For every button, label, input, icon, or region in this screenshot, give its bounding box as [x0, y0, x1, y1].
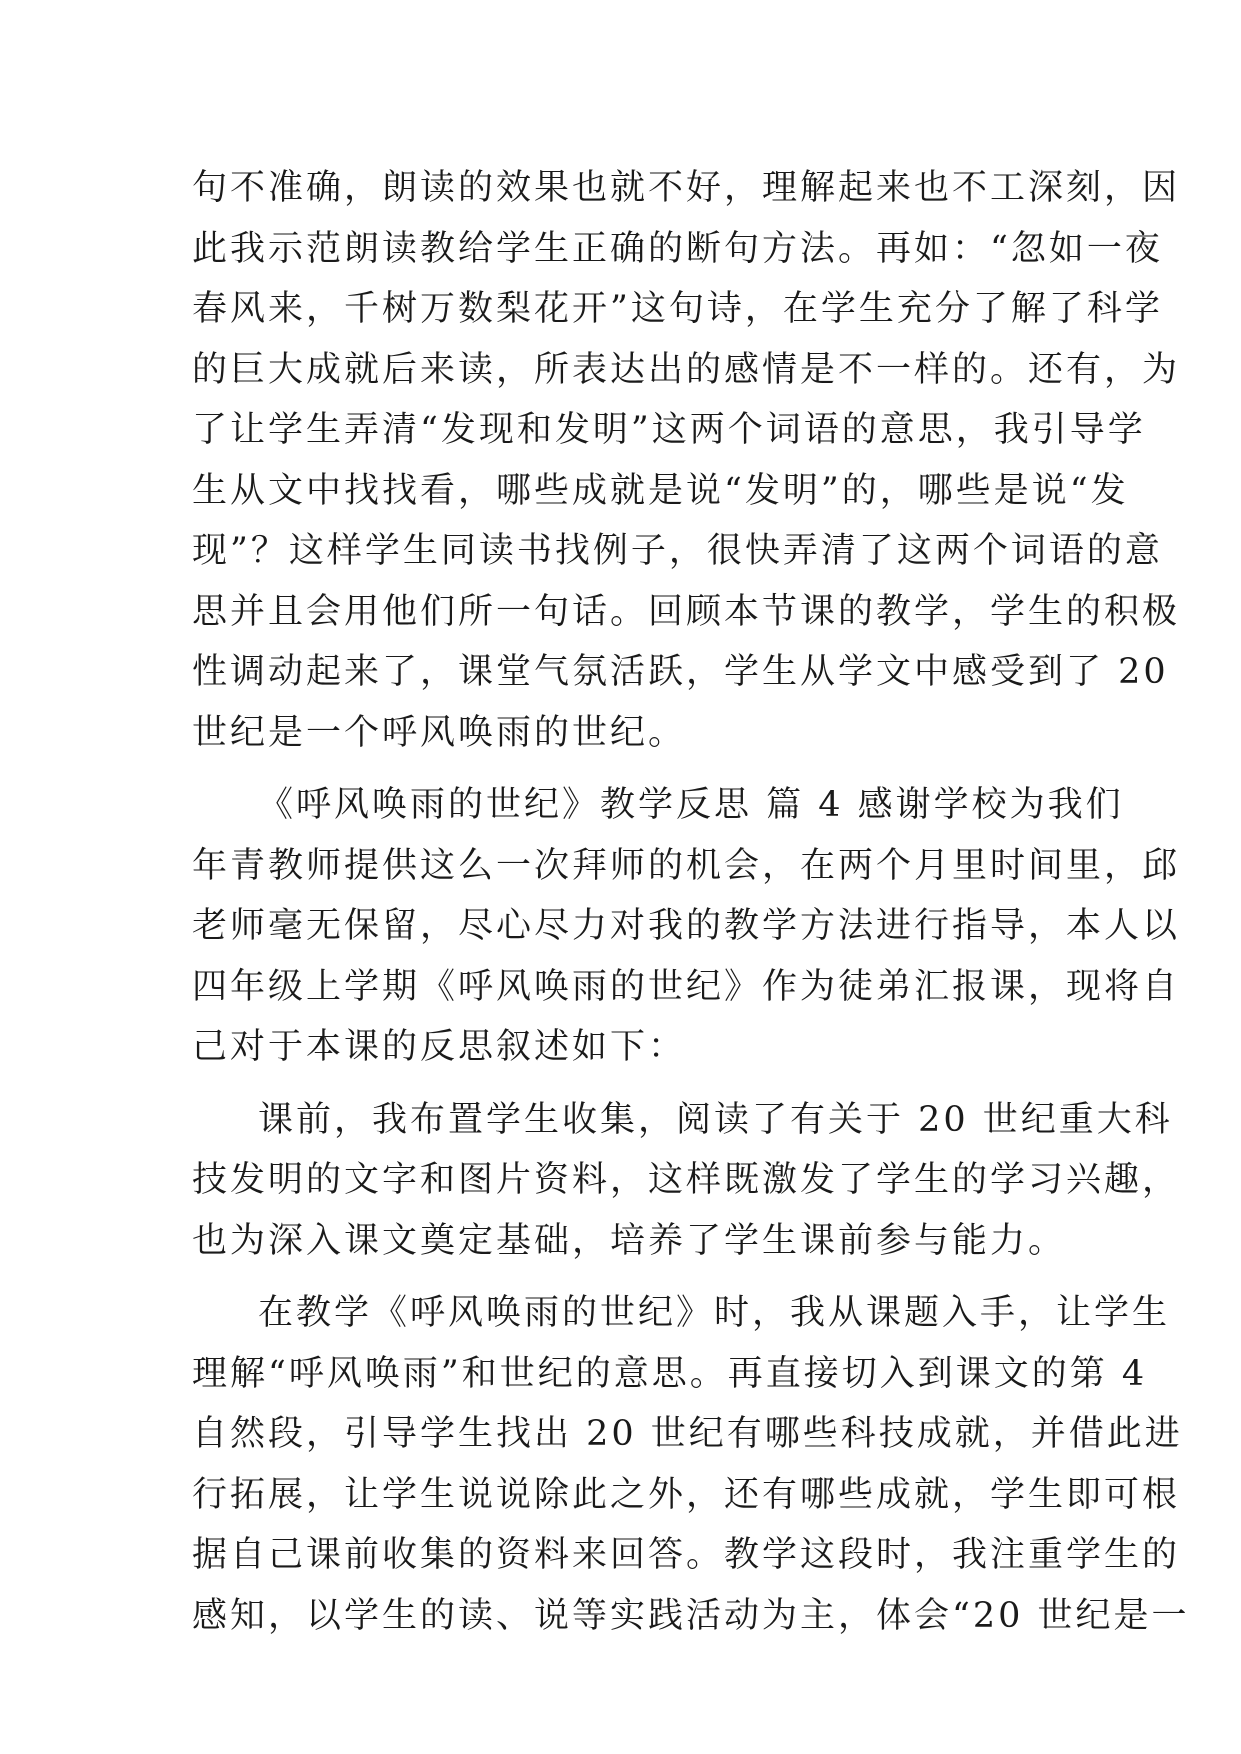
text-line: 技发明的文字和图片资料，这样既激发了学生的学习兴趣， — [192, 1160, 1181, 1200]
text-line: 了让学生弄清“发现和发明”这两个词语的意思，我引导学 — [192, 410, 1146, 450]
document-body — [192, 158, 1190, 1646]
text-line: 《呼风唤雨的世纪》教学反思 篇 4 感谢学校为我们 — [258, 785, 1124, 825]
text-line: 年青教师提供这么一次拜师的机会，在两个月里时间里，邱 — [192, 845, 1181, 886]
text-line: 也为深入课文奠定基础，培养了学生课前参与能力。 — [192, 1220, 1067, 1261]
text-line: 句不准确，朗读的效果也就不好，理解起来也不工深刻，因 — [192, 168, 1181, 208]
text-line: 此我示范朗读教给学生正确的断句方法。再如：“忽如一夜 — [192, 228, 1163, 269]
paragraph-4 — [192, 1283, 1190, 1646]
text-line: 理解“呼风唤雨”和世纪的意思。再直接切入到课文的第 4 — [192, 1353, 1148, 1394]
paragraph-2 — [192, 775, 1181, 1078]
text-line: 课前，我布置学生收集，阅读了有关于 20 世纪重大科 — [258, 1099, 1173, 1140]
text-line: 在教学《呼风唤雨的世纪》时，我从课题入手，让学生 — [258, 1293, 1171, 1333]
text-line: 春风来，千树万数梨花开”这句诗，在学生充分了解了科学 — [192, 289, 1163, 329]
text-line: 思并且会用他们所一句话。回顾本节课的教学，学生的积极 — [192, 591, 1181, 632]
text-line: 四年级上学期《呼风唤雨的世纪》作为徒弟汇报课，现将自 — [192, 966, 1181, 1007]
text-line: 据自己课前收集的资料来回答。教学这段时，我注重学生的 — [192, 1535, 1181, 1575]
text-line: 己对于本课的反思叙述如下： — [192, 1027, 687, 1067]
text-line: 的巨大成就后来读，所表达出的感情是不一样的。还有，为 — [192, 349, 1181, 390]
text-line: 世纪是一个呼风唤雨的世纪。 — [192, 712, 687, 753]
text-line: 性调动起来了，课堂气氛活跃，学生从学文中感受到了 20 — [192, 652, 1169, 692]
text-line: 生从文中找找看，哪些成就是说“发明”的，哪些是说“发 — [192, 470, 1129, 511]
text-line: 老师毫无保留，尽心尽力对我的教学方法进行指导，本人以 — [192, 906, 1181, 946]
text-line: 行拓展，让学生说说除此之外，还有哪些成就，学生即可根 — [192, 1474, 1181, 1515]
text-line: 现”？这样学生同读书找例子，很快弄清了这两个词语的意 — [192, 531, 1163, 571]
paragraph-1 — [192, 158, 1181, 763]
text-line: 自然段，引导学生找出 20 世纪有哪些科技成就，并借此进 — [192, 1414, 1183, 1454]
text-line: 感知，以学生的读、说等实践活动为主，体会“20 世纪是一 — [192, 1595, 1190, 1636]
paragraph-3 — [192, 1090, 1181, 1272]
